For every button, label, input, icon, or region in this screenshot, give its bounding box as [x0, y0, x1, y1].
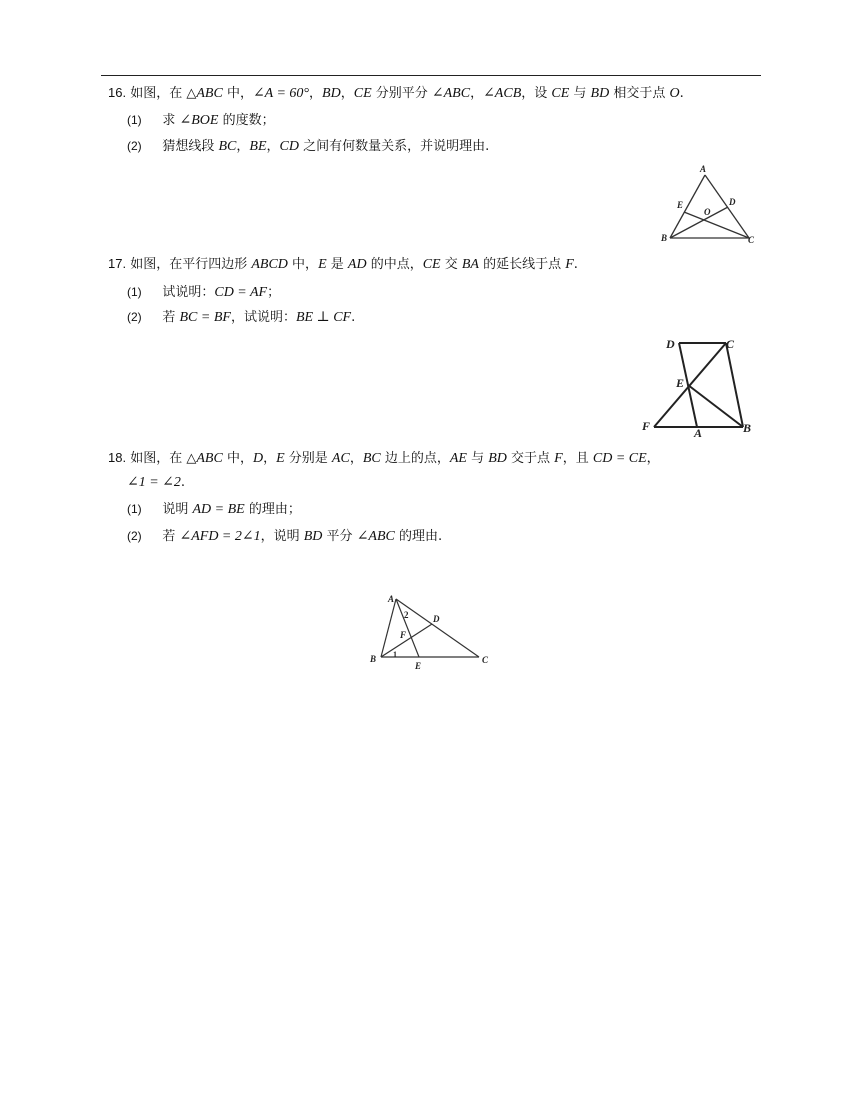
text-run: 求	[162, 113, 180, 128]
math-expr: BC = BF	[179, 310, 231, 325]
text-run: 中，	[287, 257, 319, 272]
math-expr: ABC	[196, 86, 223, 101]
text-run: ，	[236, 139, 250, 154]
q18-label-d: D	[433, 614, 440, 624]
text-run: 的理由.	[394, 529, 443, 544]
math-expr: D	[252, 451, 264, 466]
text-run: 交	[440, 257, 462, 272]
q18-sub2-label: (2)	[127, 529, 142, 543]
text-run: 中，	[222, 451, 253, 466]
q18-label-two: 2	[404, 610, 409, 620]
q18-stem-cont	[127, 475, 185, 490]
math-expr: ∠AFD = 2∠1	[179, 529, 261, 544]
text-run: ，说明	[260, 529, 304, 544]
text-run: △	[186, 451, 197, 466]
text-run: 相交于点	[609, 86, 670, 101]
math-expr: AD = BE	[192, 502, 245, 517]
text-run: 的理由；	[244, 502, 301, 517]
q17-label-c: C	[726, 337, 735, 351]
q16-label-o: O	[704, 207, 711, 217]
q18-figure	[362, 590, 497, 675]
math-expr: AE	[449, 451, 467, 466]
q17-number: 17.	[108, 256, 127, 271]
text-run: 平分	[322, 529, 357, 544]
math-expr: E	[318, 257, 327, 272]
q17-label-d: D	[666, 337, 675, 351]
q17-label-a: A	[694, 426, 703, 440]
text-run: .	[351, 310, 356, 325]
text-run: 说明	[162, 502, 193, 517]
math-expr: ABCD	[251, 257, 288, 272]
text-run: 的度数；	[218, 113, 275, 128]
q18-number: 18.	[108, 450, 127, 465]
q18-stem	[130, 451, 659, 466]
q18-label-a: A	[388, 594, 395, 604]
q16-sub2-text	[162, 139, 489, 154]
math-expr: AC	[331, 451, 350, 466]
text-run: .	[573, 257, 578, 272]
q18-label-b: B	[370, 654, 377, 664]
q17-label-e: E	[676, 376, 685, 390]
text-run: 如图，在	[130, 86, 187, 101]
q18-label-c: C	[482, 655, 489, 665]
q18-sub1-text	[162, 502, 301, 517]
math-expr: ∠BOE	[179, 113, 219, 128]
q17-sub2	[127, 308, 355, 327]
q16-sub2-label: (2)	[127, 139, 142, 153]
q18-label-f: F	[400, 630, 407, 640]
header-rule	[101, 75, 761, 76]
q17-sub2-label: (2)	[127, 310, 142, 324]
text-run: .	[679, 86, 684, 101]
q18-label-e: E	[415, 661, 422, 671]
q16-stem	[130, 86, 684, 101]
q17-figure	[640, 333, 760, 441]
math-expr: BE ⊥ CF	[295, 310, 352, 325]
text-run: ，	[266, 139, 280, 154]
text-run: ，	[340, 86, 354, 101]
q16-label-a: A	[700, 164, 707, 174]
math-expr: ∠A = 60°	[252, 86, 310, 101]
math-expr: CE	[551, 86, 570, 101]
math-expr: BD	[322, 86, 341, 101]
q18-sub2	[127, 527, 442, 546]
text-run: 是	[326, 257, 348, 272]
math-expr: ∠1 = ∠2	[127, 475, 181, 490]
text-run: ，且	[562, 451, 593, 466]
text-run: ，	[349, 451, 363, 466]
text-run: 如图，在	[130, 451, 187, 466]
text-run: 如图，在平行四边形	[130, 257, 252, 272]
text-run: 的中点，	[366, 257, 423, 272]
math-expr: CD = CE	[592, 451, 647, 466]
math-expr: CD	[279, 139, 299, 154]
q18-sub1	[127, 500, 301, 519]
math-expr: BE	[249, 139, 267, 154]
math-expr: ABC	[196, 451, 223, 466]
text-run: 中，	[222, 86, 253, 101]
text-run: ，	[309, 86, 323, 101]
math-expr: E	[276, 451, 285, 466]
q16-label-b: B	[661, 233, 668, 243]
q17-sub2-text	[162, 310, 355, 325]
q16-sub1	[127, 111, 275, 130]
q16-sub1-text	[162, 113, 274, 128]
q16-label-d: D	[729, 197, 736, 207]
text-run: .	[180, 475, 186, 490]
q16-sub2	[127, 137, 489, 156]
text-run: △	[186, 86, 197, 101]
q17-sub1-text	[162, 285, 280, 300]
q17-label-f: F	[642, 419, 651, 433]
q17-stem	[130, 257, 578, 272]
q17-line1	[108, 255, 578, 274]
math-expr: BC	[218, 139, 237, 154]
text-run: ，	[470, 86, 484, 101]
text-run: 与	[466, 451, 489, 466]
text-run: 的延长线于点	[478, 257, 566, 272]
text-run: 分别平分	[371, 86, 432, 101]
math-expr: BD	[488, 451, 507, 466]
q17-sub1-label: (1)	[127, 285, 142, 299]
math-expr: CE	[422, 257, 441, 272]
q16-figure	[655, 160, 765, 250]
text-run: 分别是	[284, 451, 332, 466]
text-run: 与	[569, 86, 591, 101]
math-expr: BD	[303, 529, 323, 544]
math-expr: BD	[590, 86, 610, 101]
math-expr: ∠ACB	[483, 86, 522, 101]
text-run: ，	[263, 451, 277, 466]
text-run: 试说明：	[162, 285, 215, 300]
text-run: 猜想线段	[162, 139, 219, 154]
q16-label-e: E	[677, 200, 684, 210]
q17-sub1	[127, 283, 280, 302]
math-expr: O	[669, 86, 680, 101]
math-expr: ∠ABC	[431, 86, 471, 101]
text-run: ；	[267, 285, 281, 300]
q16-line1	[108, 84, 684, 103]
q18-label-one: 1	[393, 650, 397, 659]
math-expr: CD = AF	[214, 285, 268, 300]
text-run: ，设	[521, 86, 552, 101]
text-run: 若	[162, 529, 180, 544]
q17-label-b: B	[743, 421, 752, 435]
q16-sub1-label: (1)	[127, 113, 142, 127]
text-run: ，	[646, 451, 660, 466]
math-expr: BA	[461, 257, 479, 272]
math-expr: F	[565, 257, 574, 272]
q18-sub1-label: (1)	[127, 502, 142, 516]
q16-label-c: C	[748, 235, 755, 245]
q18-line2	[127, 474, 185, 492]
math-expr: F	[554, 451, 563, 466]
math-expr: AD	[347, 257, 367, 272]
text-run: 边上的点，	[380, 451, 450, 466]
q18-sub2-text	[162, 529, 442, 544]
text-run: 交于点	[506, 451, 555, 466]
math-expr: BC	[362, 451, 381, 466]
text-run: 若	[162, 310, 180, 325]
text-run: ，试说明：	[230, 310, 296, 325]
math-expr: ∠ABC	[356, 529, 395, 544]
math-expr: CE	[353, 86, 372, 101]
q16-number: 16.	[108, 85, 127, 100]
text-run: 之间有何数量关系，并说明理由.	[298, 139, 490, 154]
q18-line1	[108, 449, 660, 468]
